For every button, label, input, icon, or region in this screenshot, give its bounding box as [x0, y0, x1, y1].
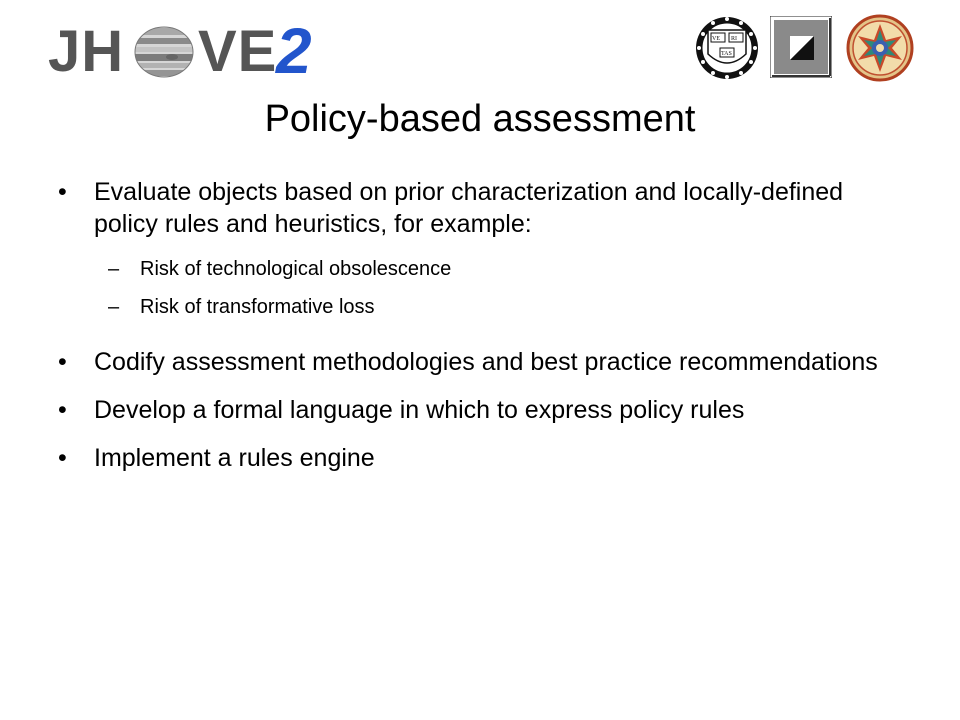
sub-bullet-dash: – — [108, 258, 120, 280]
bullet-item: • Codify assessment methodologies and best practice recommendations — [58, 346, 888, 378]
sub-bullet-item — [58, 294, 888, 320]
jupiter-planet-icon — [132, 24, 196, 80]
corner-square-logo-icon — [770, 16, 832, 78]
star-rosette-seal-icon — [846, 14, 914, 82]
svg-text:RI: RI — [731, 36, 737, 42]
svg-text:TAS: TAS — [721, 51, 732, 57]
bullet-list — [58, 176, 888, 490]
svg-text:VE: VE — [712, 36, 720, 42]
logo-letters-jh: JH — [48, 19, 125, 84]
sub-bullet-dash: – — [108, 296, 120, 318]
jhove2-logo — [48, 15, 328, 87]
harvard-veritas-seal-icon — [694, 14, 760, 82]
sub-bullet-text: Risk of transformative loss — [140, 296, 375, 318]
sub-bullet-item — [58, 256, 888, 282]
slide-title: Policy-based assessment — [264, 98, 696, 140]
logo-digit-2: 2 — [276, 15, 312, 87]
bullet-item: • Evaluate objects based on prior characterization and locally-defined policy rules and heuristics, for example: — [58, 176, 888, 240]
logo-letters-ve: VE — [198, 19, 278, 84]
bullet-item: • Implement a rules engine — [58, 442, 888, 474]
bullet-item: • Develop a formal language in which to express policy rules — [58, 394, 888, 426]
sub-bullet-text: Risk of technological obsolescence — [140, 258, 452, 280]
